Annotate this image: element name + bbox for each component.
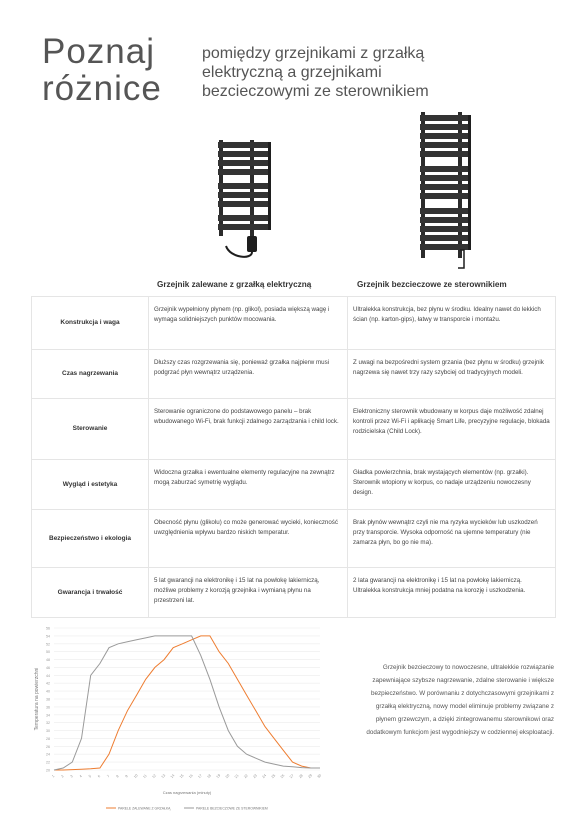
x-tick-label: 4 <box>78 774 83 779</box>
y-tick-label: 54 <box>46 634 50 639</box>
row-label: Czas nagrzewania <box>32 350 149 399</box>
x-tick-label: 22 <box>243 773 249 780</box>
legend-label: PARELE ZALEWANE Z GRZAŁKĄ <box>118 806 171 811</box>
table-cell: Brak płynów wewnątrz czyli nie ma ryzyka wycieków lub uszkodzeń przy transporcie. Wysoka odporność na ujemne temperatury (nie zamarza płyn, bo go nie ma). <box>348 510 556 568</box>
y-tick-label: 40 <box>46 689 50 694</box>
table-cell: 5 lat gwarancji na elektronikę i 15 lat na powłokę lakierniczą, możliwe problemy z korozją grzejnika i wymianą płynu na przestrzeni lat. <box>149 568 348 618</box>
row-label: Bezpieczeństwo i ekologia <box>32 510 149 568</box>
y-tick-label: 48 <box>46 658 50 663</box>
series-line-1 <box>54 636 320 770</box>
table-row <box>32 510 556 568</box>
table-row <box>32 460 556 510</box>
y-tick-label: 34 <box>46 713 50 718</box>
row-label: Wygląd i estetyka <box>32 460 149 510</box>
table-cell: Ultralekka konstrukcja, bez płynu w środku. Idealny nawet do lekkich ścian (np. karton-gips), łatwy w transporcie i montażu. <box>348 297 556 350</box>
y-tick-label: 28 <box>46 736 50 741</box>
title-line-1: Poznaj <box>42 32 156 71</box>
y-tick-label: 20 <box>46 768 50 773</box>
x-tick-label: 8 <box>115 774 120 779</box>
table-row <box>32 350 556 399</box>
x-tick-label: 15 <box>178 773 185 780</box>
x-tick-label: 17 <box>197 773 203 780</box>
row-label: Konstrukcja i waga <box>32 297 149 350</box>
table-cell: Obecność płynu (glikolu) co może generować wycieki, konieczność uwzględnienia wpływu bardzo niskich temperatur. <box>149 510 348 568</box>
table-cell: Widoczna grzałka i ewentualne elementy regulacyjne na zewnątrz mogą zaburzać symetrię wyglądu. <box>149 460 348 510</box>
x-tick-label: 14 <box>169 773 176 780</box>
x-tick-label: 18 <box>206 773 213 780</box>
x-tick-label: 12 <box>151 773 158 780</box>
row-label: Sterowanie <box>32 399 149 460</box>
x-tick-label: 21 <box>233 773 240 780</box>
x-tick-label: 2 <box>60 774 65 779</box>
x-tick-label: 1 <box>51 774 56 779</box>
x-tick-label: 9 <box>124 774 129 779</box>
y-tick-label: 56 <box>46 626 50 631</box>
y-tick-label: 38 <box>46 697 50 702</box>
x-tick-label: 27 <box>288 773 295 780</box>
x-tick-label: 28 <box>298 773 304 780</box>
description-paragraph: Grzejnik bezcieczowy to nowoczesne, ultralekkie rozwiązanie zapewniające szybsze nagrzewanie, zdalne sterowanie i większe bezpieczeństwo. W porównaniu z dotychczasowymi grzejnikami z grzałką elektryczną, nowy model eliminuje problemy związane z płynem grzewczym, a dzięki zintegrowanemu sterownikowi oraz dodatkowym funkcjom jest wygodniejszy w codziennej eksploatacji. <box>366 664 554 736</box>
x-tick-label: 7 <box>106 774 111 779</box>
y-axis-label: Temperatura na powierzchni <box>34 667 40 731</box>
x-tick-label: 29 <box>307 773 313 780</box>
table-cell: Elektroniczny sterownik wbudowany w korpus daje możliwość zdalnej kontroli przez Wi-Fi i aplikację Smart Life, precyzyjne regulacje, blokada rodzicielska (Child Lock). <box>348 399 556 460</box>
y-tick-label: 24 <box>46 752 50 757</box>
subtitle-line-1: pomiędzy grzejnikami z grzałką <box>202 45 425 62</box>
title-line-2: różnice <box>42 69 162 108</box>
comparison-table <box>31 296 556 618</box>
y-tick-label: 36 <box>46 705 50 710</box>
row-label: Gwarancja i trwałość <box>32 568 149 618</box>
subtitle-line-2: elektryczną a grzejnikami <box>202 64 382 81</box>
table-row <box>32 297 556 350</box>
x-tick-label: 19 <box>215 773 222 780</box>
table-row <box>32 568 556 618</box>
y-tick-label: 30 <box>46 729 50 734</box>
x-tick-label: 25 <box>270 773 277 780</box>
x-tick-label: 16 <box>188 773 194 780</box>
x-tick-label: 20 <box>224 773 231 780</box>
y-tick-label: 52 <box>46 642 50 647</box>
table-cell: Gładka powierzchnia, brak wystających elementów (np. grzałki). Sterownik wtopiony w korpus, co nadaje urządzeniu nowoczesny design. <box>348 460 556 510</box>
x-tick-label: 3 <box>69 774 74 779</box>
y-tick-label: 32 <box>46 721 50 726</box>
y-tick-label: 44 <box>46 673 50 678</box>
table-cell: 2 lata gwarancji na elektronikę i 15 lat na powłokę lakierniczą. Ultralekka konstrukcja mniej podatna na korozję i uszkodzenia. <box>348 568 556 618</box>
page-subtitle <box>202 44 542 101</box>
legend-label: PARELE BEZCIECZOWE ZE STEROWNIKIEM <box>196 806 268 811</box>
x-tick-label: 26 <box>279 773 286 780</box>
table-cell: Z uwagi na bezpośredni system grzania (bez płynu w środku) grzejnik nagrzewa się nawet trzy razy szybciej od tradycyjnych modeli. <box>348 350 556 399</box>
table-cell: Grzejnik wypełniony płynem (np. glikol), posiada większą wagę i wymaga solidniejszych punktów mocowania. <box>149 297 348 350</box>
x-tick-label: 24 <box>261 773 268 780</box>
y-tick-label: 50 <box>46 650 50 655</box>
y-tick-label: 46 <box>46 665 50 670</box>
x-tick-label: 30 <box>316 773 323 780</box>
x-axis-label: Czas nagrzewania (minuty) <box>162 790 212 795</box>
y-tick-label: 42 <box>46 681 50 686</box>
y-tick-label: 22 <box>46 760 50 765</box>
table-cell: Dłuższy czas rozgrzewania się, ponieważ grzałka najpierw musi podgrzać płyn wewnątrz urządzenia. <box>149 350 348 399</box>
subtitle-line-3: bezcieczowymi ze sterownikiem <box>202 83 429 100</box>
x-tick-label: 5 <box>87 774 93 779</box>
radiator-with-heater-image <box>212 138 274 266</box>
page-title <box>42 33 202 107</box>
x-tick-label: 6 <box>97 774 102 779</box>
x-tick-label: 11 <box>142 773 148 780</box>
series-line-2 <box>54 636 320 770</box>
table-cell: Sterowanie ograniczone do podstawowego panelu – brak wbudowanego Wi-Fi, brak funkcji zdalnego zarządzania i child lock. <box>149 399 348 460</box>
column-header-heater: Grzejnik zalewane z grzałką elektryczną <box>157 280 312 289</box>
heating-time-chart <box>28 622 348 822</box>
x-tick-label: 10 <box>133 773 139 780</box>
table-row <box>32 399 556 460</box>
x-tick-label: 23 <box>252 773 258 780</box>
x-tick-label: 13 <box>160 773 167 780</box>
radiator-with-controller-image <box>418 110 474 272</box>
y-tick-label: 26 <box>46 744 50 749</box>
column-header-fluidless: Grzejnik bezcieczowe ze sterownikiem <box>357 280 507 289</box>
